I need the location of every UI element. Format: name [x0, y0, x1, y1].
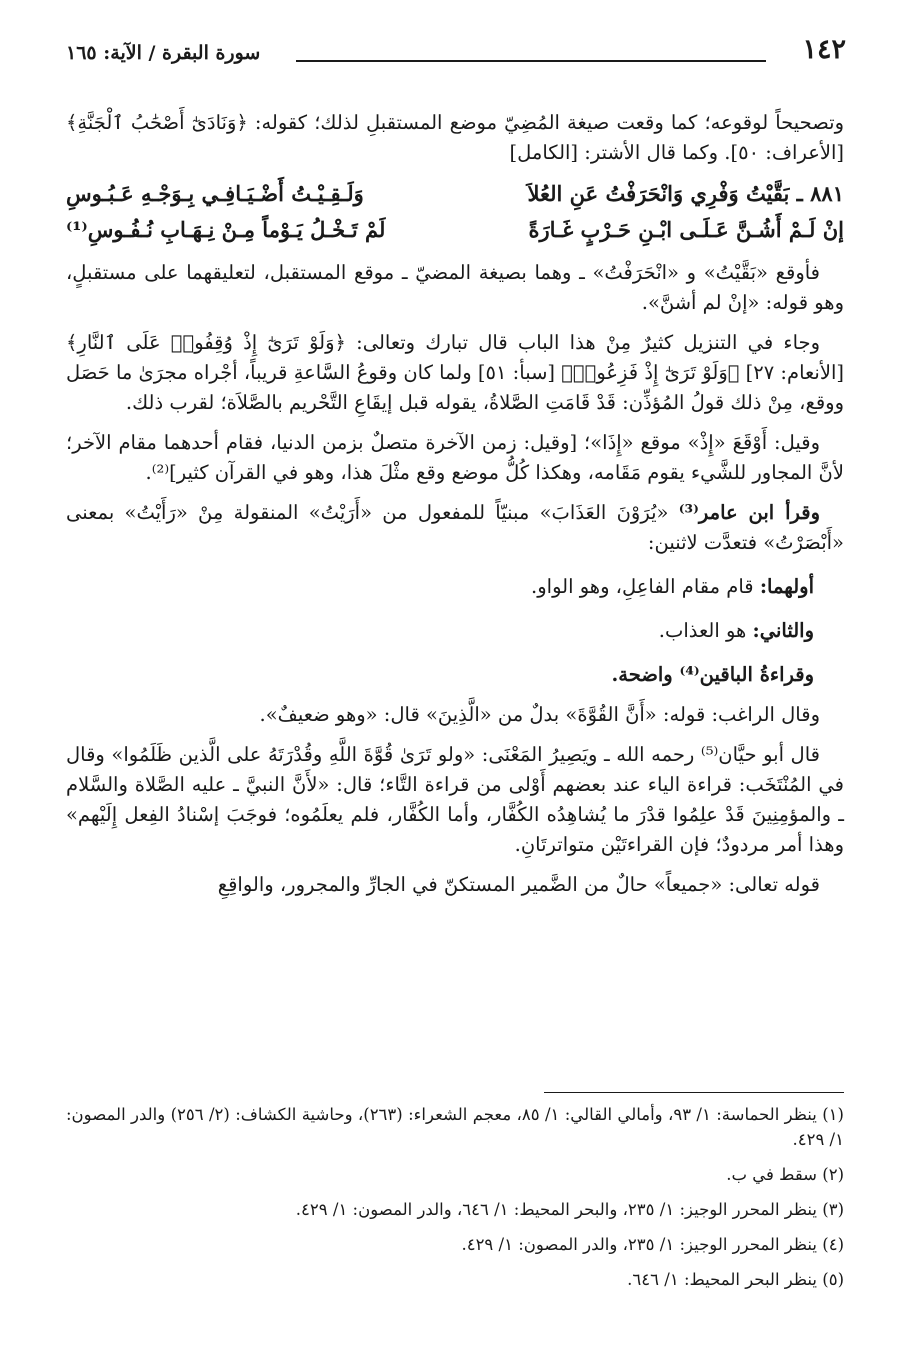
footnote-3: (٣) ينظر المحرر الوجيز: ١/ ٢٣٥، والبحر المحيط: ١/ ٦٤٦، والدر المصون: ١/ ٤٢٩. — [295, 1200, 844, 1219]
main-text — [66, 108, 844, 900]
footnote-rule — [544, 1092, 844, 1093]
paragraph-4: وقيل: أَوْقَعَ «إِذْ» موقع «إِذَا»؛ [وقيل: زمن الآخرة متصلٌ بزمن الدنيا، فقام أحدهما مقام الآخر؛ لأنَّ المجاور للشَّيء يقوم مَقَامه، وهكذا كُلُّ موضع وقع مثْلَ هذا، وهو في القرآن كثير]⁽²⁾. — [66, 431, 844, 484]
paragraph-2: فأوقع «بَقَّيْتُ» و «انْحَرَفْتُ» ـ وهما بصيغة المضيّ ـ موقع المستقبل، لتعليقهما على مستقبلٍ، وهو قوله: «إنْ لم أشنَّ». — [66, 261, 844, 314]
verse-line-1-first-hemistich: ٨٨١ ـ بَقَّيْتُ وَفْرِي وَانْحَرَفْتُ عَنِ العُلاَ — [527, 181, 844, 206]
page-number: ١٤٢ — [802, 34, 846, 65]
paragraph-3: وجاء في التنزيل كثيرٌ مِنْ هذا الباب قال تبارك وتعالى: ﴿وَلَوْ تَرَىٰٓ إِذْ وُقِفُوا۟ عَلَى ٱلنَّارِ﴾ [الأنعام: ٢٧] ﴿وَلَوْ تَرَىٰٓ إِذْ فَزِعُوا۟﴾ [سبأ: ٥١] ولما كان وقوعُ السَّاعةِ قريباً، أجْراه مجرَىٰ ما حَصَل ووقع، مِنْ ذلك قولُ المُؤذِّن: قَدْ قَامَتِ الصَّلاةُ، يقوله قبل إيقَاعِ التَّحْريم بالصَّلاَة؛ لقرب ذلك. — [66, 331, 844, 414]
footnote-1: (١) ينظر الحماسة: ١/ ٩٣، وأمالي القالي: ١/ ٨٥، معجم الشعراء: (٢٦٣)، وحاشية الكشاف: (٢/ ٢٥٦) والدر المصون: ١/ ٤٢٩. — [66, 1105, 844, 1149]
list-item-first — [66, 572, 844, 602]
page-header — [66, 30, 846, 70]
reader-label: وقرأ ابن عامر⁽³⁾ — [678, 501, 820, 524]
footnote-2: (٢) سقط في ب. — [726, 1165, 844, 1184]
item-2-label: والثاني: — [752, 619, 814, 642]
verse-line-2-second-hemistich: لَمْ تَـخْـلُ يَـوْماً مِـنْ نِـهَـابِ نُـفُـوسِ⁽¹⁾ — [66, 217, 386, 242]
poetry-verse — [66, 176, 844, 248]
paragraph-6: وقال الراغب: قوله: «أَنَّ القُوَّةَ» بدلٌ من «الَّذِينَ» قال: «وهو ضعيفٌ». — [259, 703, 820, 726]
footnote-5: (٥) ينظر البحر المحيط: ١/ ٦٤٦. — [627, 1270, 844, 1289]
list-item-third — [66, 660, 844, 690]
paragraph-7: قال أبو حيَّان⁽⁵⁾ رحمه الله ـ ويَصِيرُ المَعْنَى: «ولو تَرَىٰ قُوَّةَ اللَّهِ وقُدْرَتَهُ على الَّذين ظَلَمُوا» وقال في المُنْتَخَب: قراءة الياء عند بعضهم أَوْلى من قراءة التَّاء؛ قال: «لأَنَّ النبيَّ ـ عليه الصَّلاة والسَّلام ـ والمؤمِنِينَ قَدْ علِمُوا قدْرَ ما يُشاهِدُه الكُفَّار، وأما الكُفَّار، فلم يعلَمُوه؛ فوجَبَ إسْنادُ الفِعل إِلَيْهم» وهذا أمر مردودٌ؛ فإن القراءتَيْن متواترتَانِ. — [66, 743, 844, 856]
verse-line-1 — [66, 176, 844, 212]
item-2-text: هو العذاب. — [658, 619, 753, 642]
paragraph-1: وتصحيحاً لوقوعه؛ كما وقعت صيغة المُضِيّ موضع المستقبلِ لذلك؛ كقوله: ﴿وَنَادَىٰٓ أَصْحَٰبُ ٱلْجَنَّةِ﴾ [الأعراف: ٥٠]. وكما قال الأشتر: [الكامل] — [66, 111, 844, 164]
item-1-text: قام مقام الفاعِلِ، وهو الواو. — [531, 575, 760, 598]
verse-line-2-first-hemistich: إنْ لَـمْ أَشُـنَّ عَـلَـى ابْـنِ حَـرْبٍ غَـارَةً — [528, 217, 844, 242]
verse-line-2 — [66, 212, 844, 248]
surah-title: سورة البقرة / الآية: ١٦٥ — [66, 42, 261, 64]
paragraph-8: قوله تعالى: «جميعاً» حالٌ من الضَّمير المستكنّ في الجارِّ والمجرور، والواقِعِ — [217, 873, 820, 896]
paragraph-5 — [66, 498, 844, 558]
footnotes — [66, 1102, 844, 1292]
item-3-label: وقراءةُ الباقين⁽⁴⁾ واضحة. — [611, 663, 814, 686]
header-rule — [296, 60, 766, 62]
verse-line-1-second-hemistich: وَلَـقِـيْـتُ أَضْـيَـافِـي بِـوَجْـهِ عَـبُـوسِ — [66, 181, 364, 206]
paragraph-5-text: «يُرَوْنَ العَذَابَ» مبنيّاً للمفعول من «أَرَيْتُ» المنقولة مِنْ «رَأَيْتُ» بمعنى «أَبْصَرْتُ» فتعدَّت لاثنين: — [66, 501, 844, 554]
list-item-second — [66, 616, 844, 646]
footnote-4: (٤) ينظر المحرر الوجيز: ١/ ٢٣٥، والدر المصون: ١/ ٤٢٩. — [461, 1235, 844, 1254]
item-1-label: أولهما: — [759, 575, 814, 598]
